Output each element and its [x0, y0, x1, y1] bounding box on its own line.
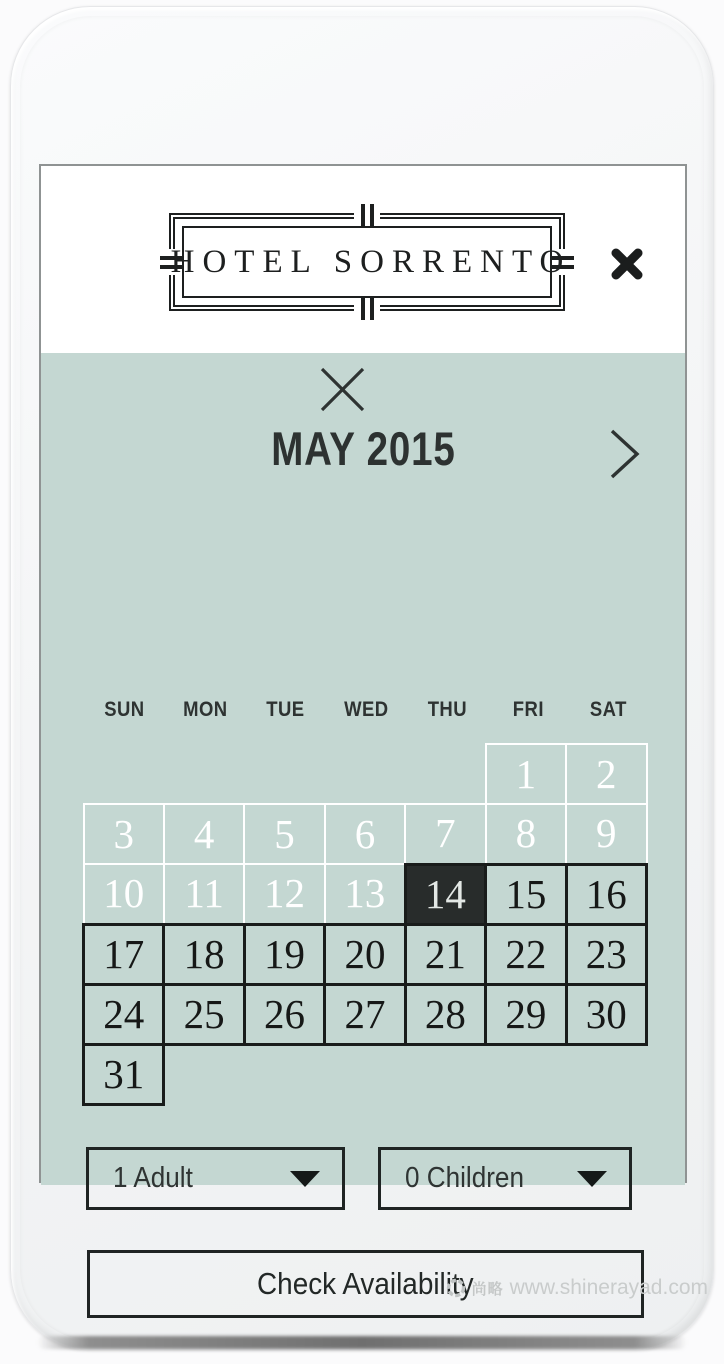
- empty-cell: [486, 1044, 566, 1104]
- day-cell-8: 8: [486, 804, 566, 864]
- empty-cell: [405, 1044, 485, 1104]
- day-cell-7: 7: [405, 804, 485, 864]
- weekday-label-tue: TUE: [266, 698, 305, 721]
- empty-cell: [405, 744, 485, 804]
- weekday-label-sun: SUN: [104, 698, 145, 721]
- empty-cell: [325, 1044, 405, 1104]
- close-icon[interactable]: [608, 245, 646, 283]
- day-cell-5: 5: [244, 804, 324, 864]
- empty-cell: [325, 744, 405, 804]
- logo-ornament: [354, 202, 380, 229]
- children-value: 0 Children: [405, 1162, 524, 1194]
- weekday-label-wed: WED: [344, 698, 389, 721]
- next-month-chevron-icon[interactable]: [608, 428, 642, 480]
- empty-cell: [164, 744, 244, 804]
- day-cell-25[interactable]: 25: [164, 984, 244, 1044]
- hotel-name: HOTEL SORRENTO: [170, 243, 572, 280]
- day-cell-16[interactable]: 16: [566, 864, 646, 924]
- triangle-down-icon: [290, 1171, 320, 1187]
- day-cell-28[interactable]: 28: [405, 984, 485, 1044]
- widget-header: [41, 166, 685, 353]
- day-cell-20[interactable]: 20: [325, 924, 405, 984]
- weekday-label-sat: SAT: [590, 698, 628, 721]
- day-cell-17[interactable]: 17: [84, 924, 164, 984]
- logo-inner-frame: [170, 226, 572, 298]
- watermark-brand: 尚略: [471, 1280, 504, 1298]
- day-cell-3: 3: [84, 804, 164, 864]
- month-label: MAY 2015: [270, 422, 456, 475]
- day-cell-15[interactable]: 15: [486, 864, 566, 924]
- day-cell-24[interactable]: 24: [84, 984, 164, 1044]
- day-cell-1: 1: [486, 744, 566, 804]
- day-cell-2: 2: [566, 744, 646, 804]
- day-cell-27[interactable]: 27: [325, 984, 405, 1044]
- day-cell-14[interactable]: 14: [405, 864, 485, 924]
- shinerayad-logo-icon: [446, 1278, 466, 1298]
- empty-cell: [164, 1044, 244, 1104]
- day-cell-31[interactable]: 31: [84, 1044, 164, 1104]
- day-cell-26[interactable]: 26: [244, 984, 324, 1044]
- adults-dropdown[interactable]: [86, 1147, 345, 1210]
- day-cell-23[interactable]: 23: [566, 924, 646, 984]
- empty-cell: [566, 1044, 646, 1104]
- day-cell-18[interactable]: 18: [164, 924, 244, 984]
- day-cell-6: 6: [325, 804, 405, 864]
- calendar-grid: [82, 743, 648, 1106]
- weekday-label-mon: MON: [182, 698, 228, 721]
- hotel-logo: [169, 213, 572, 311]
- day-cell-22[interactable]: 22: [486, 924, 566, 984]
- day-cell-11: 11: [164, 864, 244, 924]
- check-availability-label: Check Availability: [257, 1266, 474, 1301]
- children-dropdown[interactable]: [378, 1147, 632, 1210]
- day-cell-29[interactable]: 29: [486, 984, 566, 1044]
- day-cell-9: 9: [566, 804, 646, 864]
- weekday-label-fri: FRI: [512, 698, 544, 721]
- empty-cell: [244, 1044, 324, 1104]
- calendar-close-icon[interactable]: [319, 366, 366, 413]
- phone-shadow: [37, 1336, 687, 1349]
- day-cell-4: 4: [164, 804, 244, 864]
- month-header: [41, 421, 685, 476]
- day-cell-13: 13: [325, 864, 405, 924]
- day-cell-19[interactable]: 19: [244, 924, 324, 984]
- empty-cell: [244, 744, 324, 804]
- day-cell-10: 10: [84, 864, 164, 924]
- watermark-url: www.shinerayad.com: [509, 1276, 708, 1299]
- day-cell-30[interactable]: 30: [566, 984, 646, 1044]
- adults-value: 1 Adult: [113, 1162, 193, 1194]
- triangle-down-icon: [577, 1171, 607, 1187]
- day-cell-12: 12: [244, 864, 324, 924]
- weekday-label-thu: THU: [427, 698, 467, 721]
- watermark: [446, 1276, 708, 1300]
- logo-ornament: [354, 295, 380, 322]
- phone-frame: [10, 6, 714, 1350]
- empty-cell: [84, 744, 164, 804]
- weekday-row: [84, 698, 649, 724]
- day-cell-21[interactable]: 21: [405, 924, 485, 984]
